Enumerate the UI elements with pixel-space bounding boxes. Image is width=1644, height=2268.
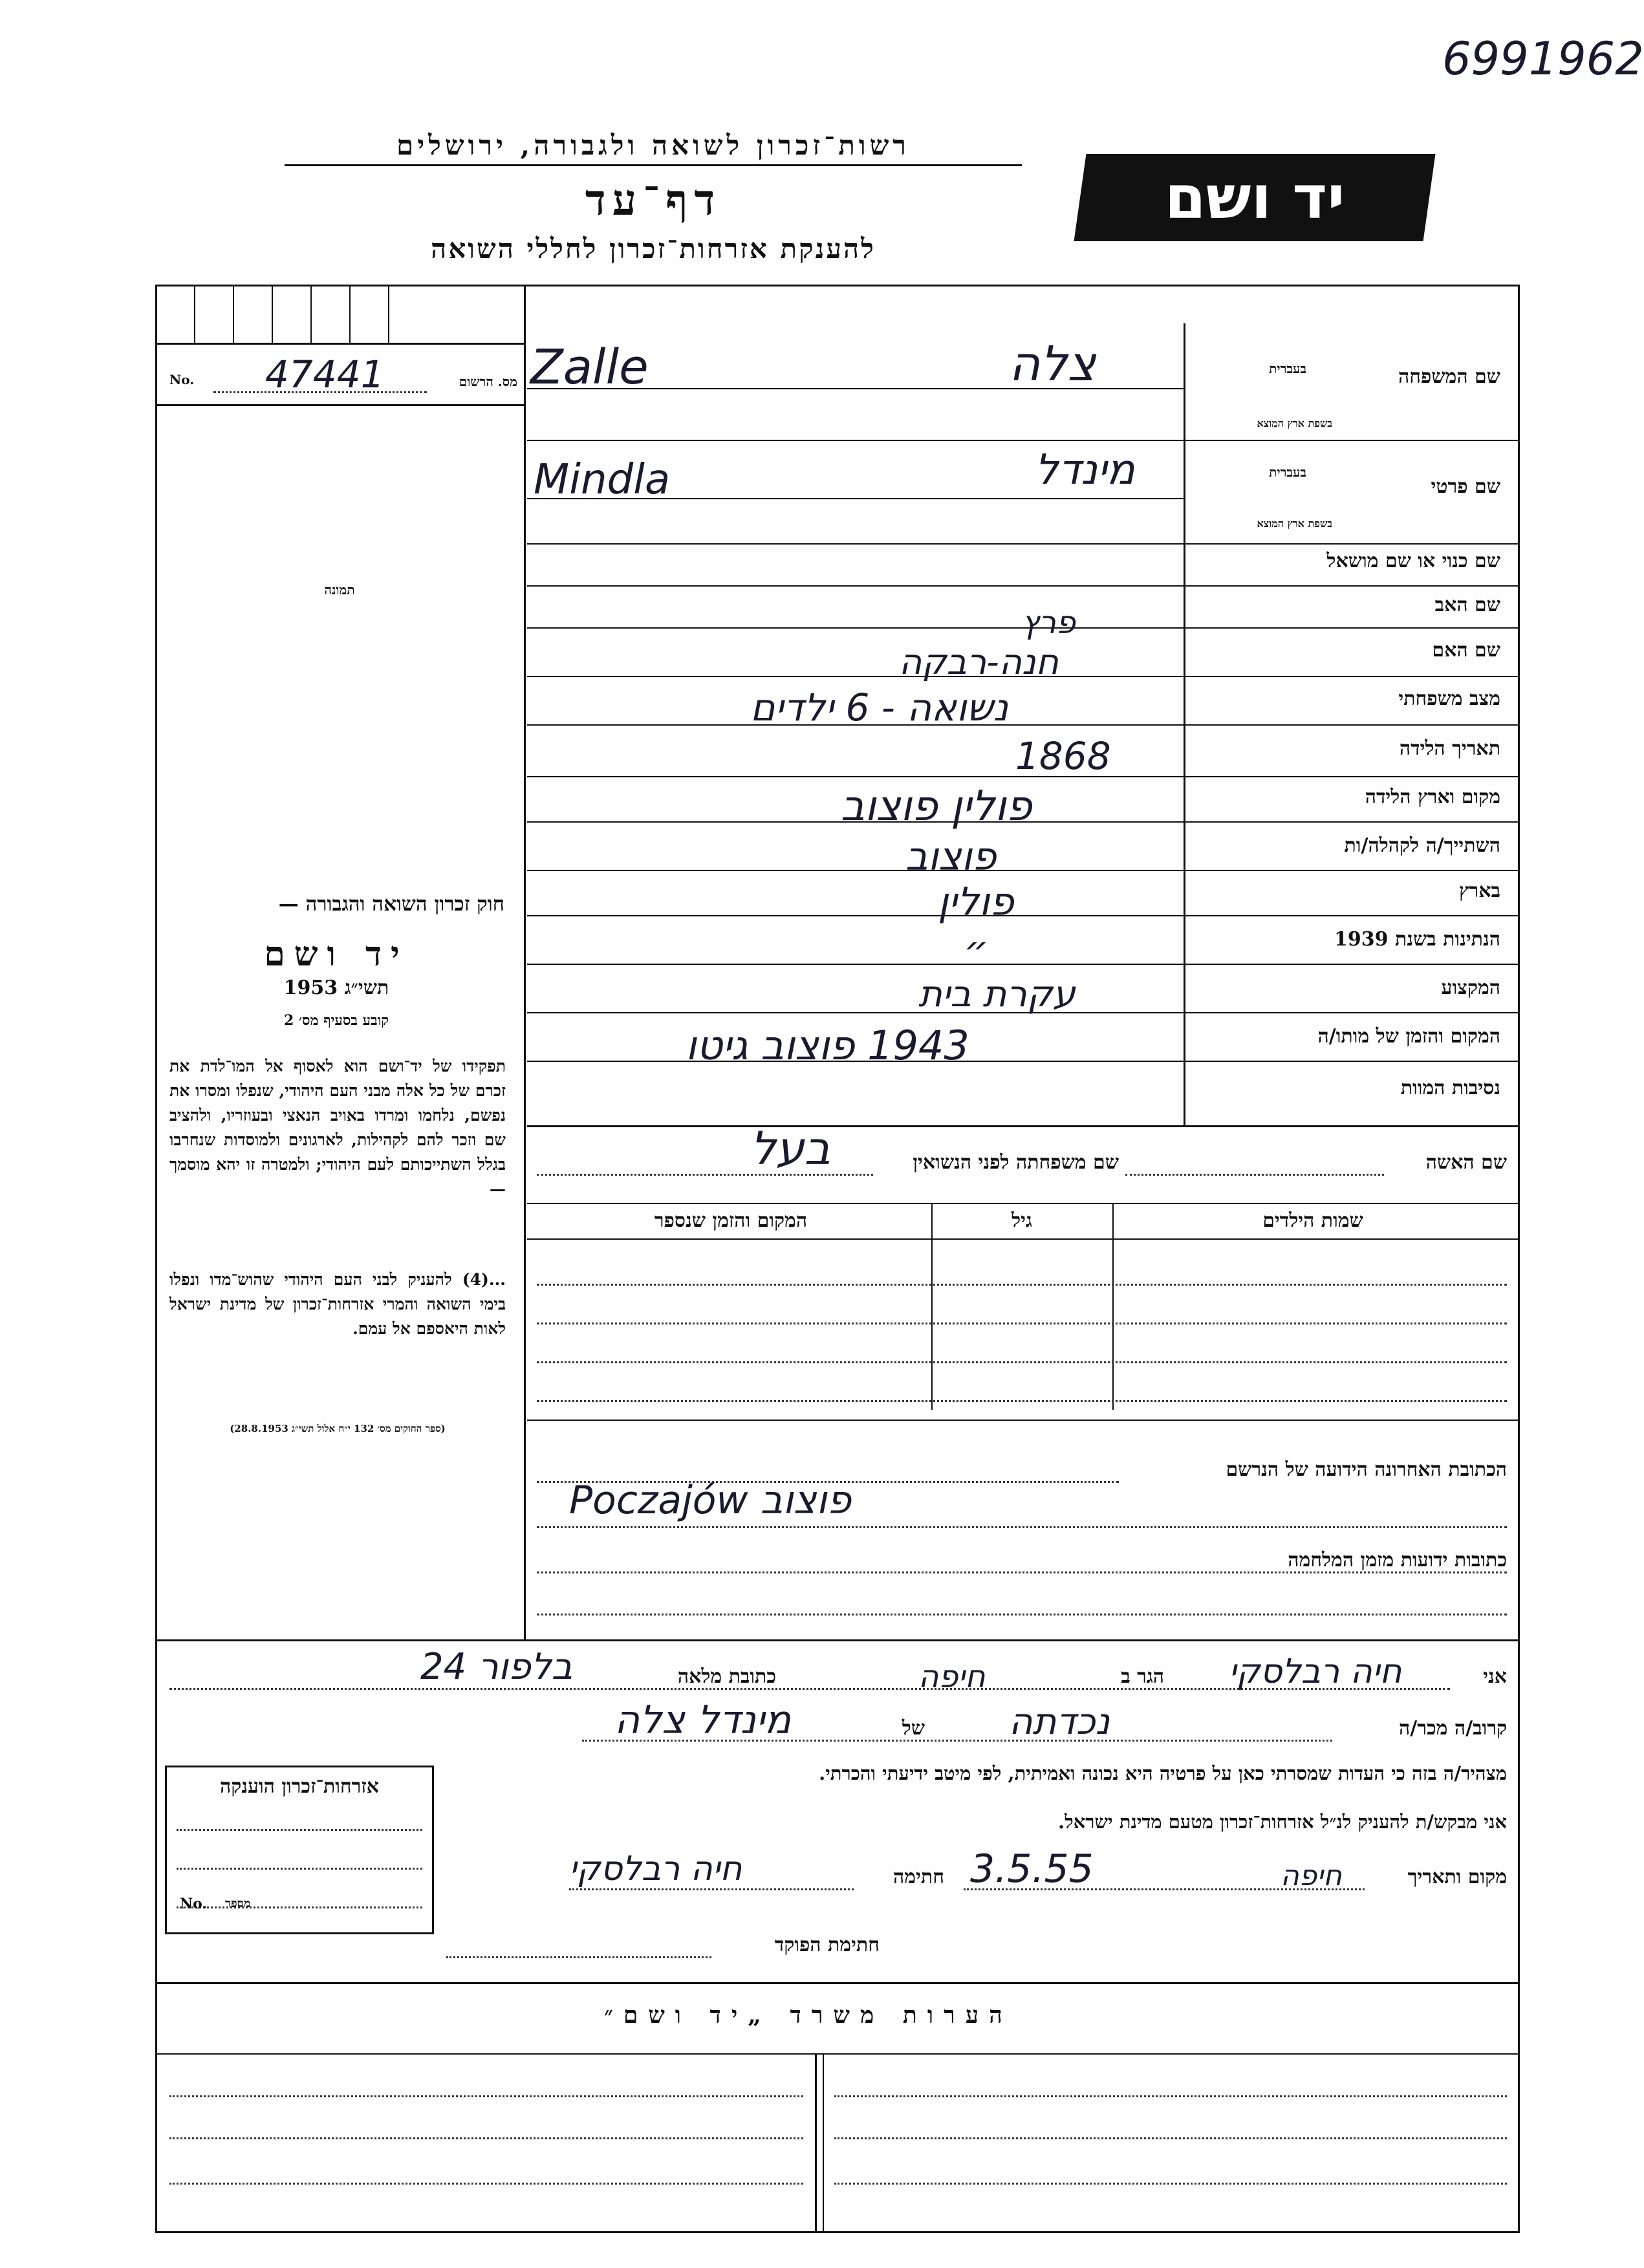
birthdate-value: 1868 bbox=[1015, 734, 1111, 778]
yad-vashem-logo bbox=[1074, 154, 1436, 241]
witness-relation: נכדתה bbox=[1009, 1701, 1110, 1743]
birthplace-label: מקום וארץ הלידה bbox=[1365, 786, 1500, 808]
place-date-label: מקום ותאריך bbox=[1407, 1866, 1507, 1888]
relative-label: קרוב/ה מכר/ה bbox=[1399, 1717, 1507, 1740]
last-address-label: הכתובת האחרונה הידועה של הנרשם bbox=[1226, 1458, 1507, 1481]
law-paragraph-2: ...(4) להעניק לבני העם היהודי שהוש־מדו ונפלו בימי השואה והמרי אזרחות־זכרון של מדינת ישראל לאות היאספם אל עמם. bbox=[169, 1270, 506, 1338]
family-hebrew-label: בעברית bbox=[1269, 361, 1306, 376]
family-name-hebrew: צלה bbox=[1009, 336, 1096, 392]
death-cause-label: נסיבות המוות bbox=[1400, 1077, 1500, 1099]
law-clause: קובע בסעיף מס׳ 2 bbox=[283, 1012, 389, 1029]
community-value: פוצוב bbox=[905, 834, 997, 880]
archive-number: 6991962 bbox=[1442, 32, 1644, 85]
nickname-label: שם כנוי או שם מושאל bbox=[1326, 550, 1500, 572]
authority-name: רשות־זכרון לשואה ולגבורה, ירושלים bbox=[285, 129, 1022, 166]
law-title: חוק זכרון השואה והגבורה — bbox=[278, 892, 504, 916]
form-subtitle: להענקת אזרחות־זכרון לחללי השואה bbox=[431, 233, 876, 265]
maiden-name-value: בעל bbox=[750, 1122, 831, 1175]
marital-value: נשואה - 6 ילדים bbox=[750, 686, 1008, 729]
birthplace-value: פולין פוצוב bbox=[841, 783, 1032, 830]
form-title: דף־עד bbox=[585, 175, 722, 225]
birthdate-label: תאריך הלידה bbox=[1399, 737, 1500, 760]
citizenship-value: ״ bbox=[964, 928, 989, 973]
box-title: אזרחות־זכרון הוענקה bbox=[219, 1775, 380, 1798]
profession-label: המקצוע bbox=[1441, 977, 1500, 999]
mother-value: חנה-רבקה bbox=[899, 642, 1059, 682]
death-place-value: 1943 פוצוב גיטו bbox=[686, 1022, 969, 1069]
first-hebrew-label: בעברית bbox=[1269, 464, 1306, 480]
family-name-origin: Zalle bbox=[530, 340, 649, 395]
family-name-label: שם המשפחה bbox=[1398, 365, 1500, 388]
witness-city: חיפה bbox=[918, 1659, 986, 1695]
photo-label: תמונה bbox=[324, 582, 355, 598]
wife-label: שם האשה bbox=[1425, 1151, 1507, 1174]
citizenship-label: הנתינות בשנת 1939 bbox=[1334, 928, 1500, 951]
registration-number: 47441 bbox=[265, 352, 385, 396]
witness-date: 3.5.55 bbox=[970, 1846, 1094, 1892]
community-label: השתייך/ה לקהלה/ות bbox=[1344, 834, 1500, 857]
death-place-label: המקום והזמן של מותו/ה bbox=[1317, 1025, 1500, 1048]
law-year: תשי״ג 1953 bbox=[283, 977, 389, 999]
profession-value: עקרת בית bbox=[918, 973, 1076, 1015]
box-number-label: מספר bbox=[225, 1897, 251, 1910]
first-name-label: שם פרטי bbox=[1431, 475, 1500, 498]
children-age-header: גיל bbox=[1011, 1209, 1032, 1232]
witness-resides-label: הגר ב bbox=[1121, 1665, 1164, 1688]
first-origin-label: בשפת ארץ המוצא bbox=[1257, 517, 1332, 530]
country-value: פולין bbox=[938, 880, 1014, 925]
signature-label: חתימה bbox=[893, 1866, 944, 1888]
witness-address: בלפור 24 bbox=[420, 1646, 573, 1688]
children-death-place-header: המקום והזמן שנספר bbox=[654, 1209, 808, 1232]
family-origin-label: בשפת ארץ המוצא bbox=[1257, 417, 1332, 429]
witness-of-name: מינדל צלה bbox=[614, 1698, 792, 1743]
officer-signature-label: חתימת הפוקד bbox=[774, 1934, 880, 1956]
first-name-origin: Mindla bbox=[534, 456, 671, 504]
wartime-addresses-label: כתובות ידועות מזמן המלחמה bbox=[1288, 1549, 1507, 1571]
children-names-header: שמות הילדים bbox=[1262, 1209, 1363, 1232]
office-remarks-title: הערות משרד „יד ושם״ bbox=[604, 2002, 1013, 2029]
mother-label: שם האם bbox=[1432, 639, 1500, 662]
witness-signature: חיה רבלסקי bbox=[569, 1850, 742, 1888]
maiden-name-label: שם משפחתה לפני הנשואין bbox=[913, 1151, 1119, 1174]
law-source: (ספר החוקים מס׳ 132 י״ח אלול תשי״ג 28.8.1953) bbox=[230, 1423, 446, 1434]
witness-place: חיפה bbox=[1281, 1859, 1342, 1892]
logo-text: יד ושם bbox=[1164, 163, 1345, 232]
citizenship-granted-box bbox=[165, 1766, 434, 1934]
father-label: שם האב bbox=[1434, 594, 1500, 616]
father-value: פרץ bbox=[1022, 605, 1076, 641]
declaration-text: מצהיר/ה בזה כי העדות שמסרתי כאן על פרטיה היא נכונה ואמיתית, לפי מיטב ידיעתי והכרתי. bbox=[819, 1762, 1507, 1784]
country-label: בארץ bbox=[1458, 880, 1500, 902]
full-address-label: כתובת מלאה bbox=[677, 1665, 776, 1688]
last-address-value: Poczajów פוצוב bbox=[569, 1478, 852, 1523]
no-label: No. bbox=[169, 372, 195, 387]
of-label: של bbox=[902, 1717, 925, 1740]
law-paragraph-1: תפקידו של יד־ושם הוא לאסוף אל המו־לדת את זכרם של כל אלה מבני העם היהודי, שנפלו ומסרו את נפשם, נלחמו ומרדו באויב הנאצי ובעוזריו, ולהציב שם וזכר להם לקהילות, לארגונים ולמוסדות שנחרבו בגלל השתייכותם לעם היהודי; ולמטרה זו יהא מוסמך — bbox=[169, 1057, 506, 1198]
request-text: אני מבקש/ת להעניק לנ״ל אזרחות־זכרון מטעם מדינת ישראל. bbox=[1058, 1811, 1507, 1833]
law-name: יד ושם bbox=[264, 934, 409, 974]
marital-label: מצב משפחתי bbox=[1398, 687, 1500, 710]
registration-no-label: מס. הרשום bbox=[459, 374, 517, 389]
witness-i-label: אני bbox=[1483, 1665, 1507, 1688]
box-no-label: No. bbox=[180, 1895, 208, 1912]
witness-name: חיה רבלסקי bbox=[1229, 1652, 1402, 1691]
first-name-hebrew: מינדל bbox=[1035, 446, 1135, 494]
